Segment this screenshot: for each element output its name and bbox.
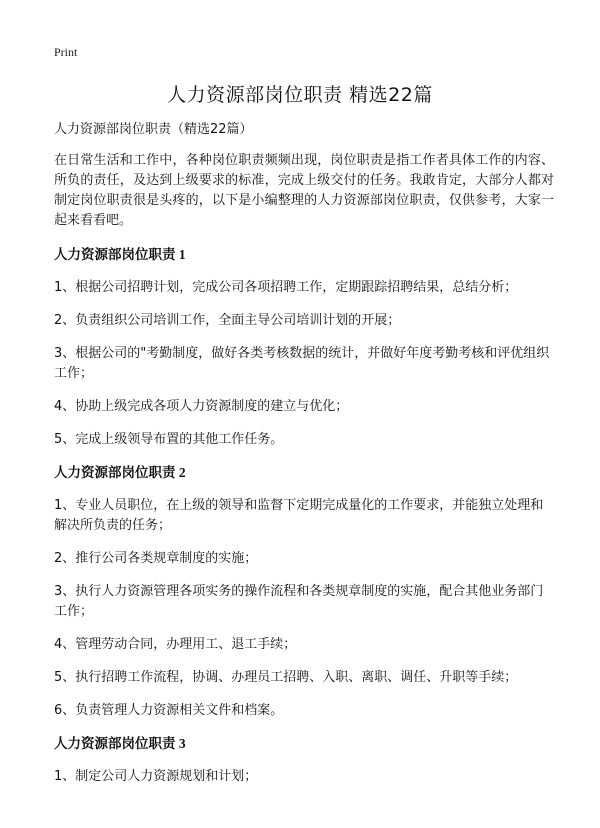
- document-body: [54, 120, 554, 800]
- list-item: 4、协助上级完成各项人力资源制度的建立与优化；: [54, 399, 349, 414]
- list-item: 1、制定公司人力资源规划和计划；: [54, 769, 258, 784]
- section-heading: 人力资源部岗位职责 3: [54, 736, 186, 751]
- section-3: [54, 734, 554, 787]
- section-heading: 人力资源部岗位职责 1: [54, 247, 186, 262]
- list-item: 5、执行招聘工作流程，协调、办理员工招聘、入职、离职、调任、升职等手续；: [54, 670, 518, 685]
- print-label: Print: [54, 45, 78, 59]
- section-heading: 人力资源部岗位职责 2: [54, 465, 186, 480]
- subtitle: 人力资源部岗位职责（精选22篇）: [54, 122, 253, 137]
- intro-paragraph: 在日常生活和工作中，各种岗位职责频频出现，岗位职责是指工作者具体工作的内容、所负的责任，及达到上级要求的标准，完成上级交付的任务。我敢肯定，大部分人都对制定岗位职责很是头疼的，以下是小编整理的人力资源部岗位职责，仅供参考，大家一起来看看吧。: [54, 153, 554, 228]
- list-item: 3、执行人力资源管理各项实务的操作流程和各类规章制度的实施，配合其他业务部门工作；: [54, 584, 544, 619]
- list-item: 2、推行公司各类规章制度的实施；: [54, 551, 258, 566]
- list-item: 1、根据公司招聘计划，完成公司各项招聘工作，定期跟踪招聘结果，总结分析；: [54, 280, 518, 295]
- list-item: 6、负责管理人力资源相关文件和档案。: [54, 703, 284, 718]
- page-title: 人力资源部岗位职责 精选22篇: [167, 84, 433, 106]
- list-item: 2、负责组织公司培训工作，全面主导公司培训计划的开展；: [54, 313, 401, 328]
- list-item: 5、完成上级领导布置的其他工作任务。: [54, 432, 284, 447]
- section-1: [54, 245, 554, 450]
- list-item: 4、管理劳动合同，办理用工、退工手续；: [54, 637, 297, 652]
- list-item: 3、根据公司的"考勤制度，做好各类考核数据的统计，并做好年度考勤考核和评优组织工作；: [54, 346, 550, 381]
- section-2: [54, 463, 554, 721]
- list-item: 1、专业人员职位，在上级的领导和监督下定期完成量化的工作要求，并能独立处理和解决所负责的任务；: [54, 498, 544, 533]
